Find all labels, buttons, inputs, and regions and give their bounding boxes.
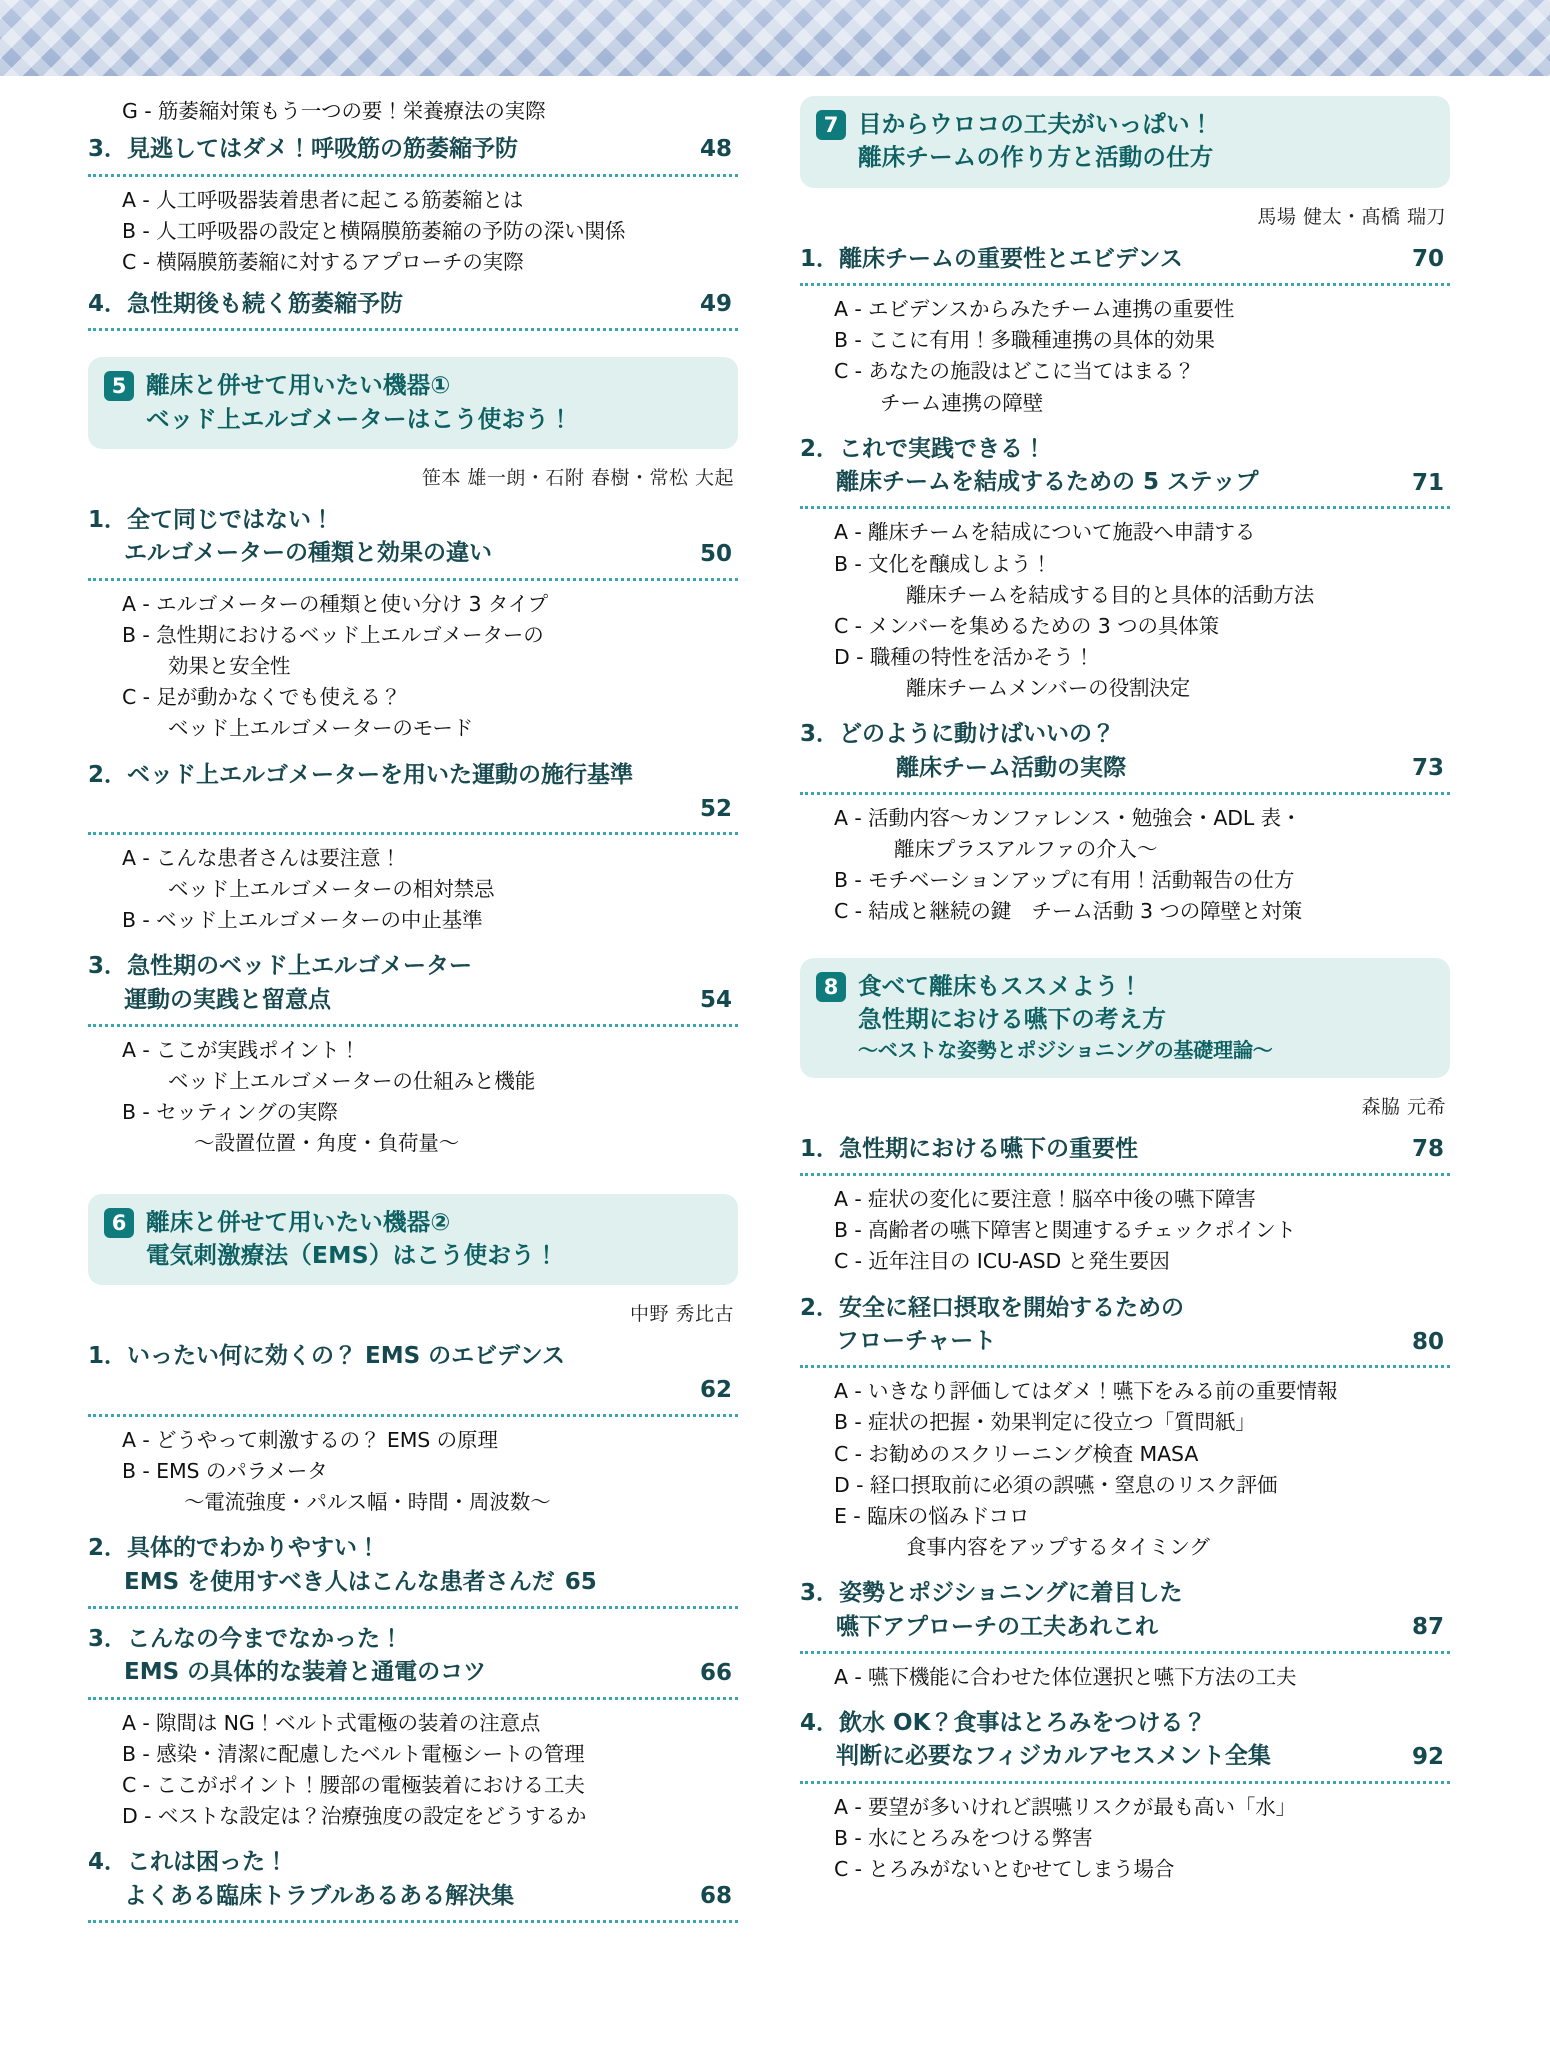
list-item-group [800,1184,1450,1277]
page-number: 68 [699,1883,732,1910]
chapter-title [800,243,1450,276]
divider [800,1651,1450,1654]
list-item-continuation: 〜設置位置・角度・負荷量〜 [194,1131,460,1156]
section-title-line-2: ベッド上エルゴメーターはこう使おう！ [146,404,573,433]
list-item-group [800,1662,1450,1693]
chapter-entry[interactable] [800,718,1450,927]
list-item-text: B - 感染・清潔に配慮したベルト電極シートの管理 [122,1741,585,1766]
page-number: 52 [699,795,732,822]
list-item-text: C - メンバーを集めるための 3 つの具体策 [834,613,1220,638]
divider [800,283,1450,286]
list-item-continuation: ベッド上エルゴメーターのモード [168,716,474,741]
list-item-group [88,1425,738,1518]
chapter-title [88,288,738,321]
chapter-title-line: 4．急性期後も続く筋萎縮予防 [88,290,404,317]
chapter-entry[interactable] [88,1623,738,1832]
chapter-title-line: 4．これは困った！ [88,1849,289,1876]
section-title-line-1: 離床と併せて用いたい機器② [146,1207,451,1236]
list-item-text: C - 結成と継続の鍵 チーム活動 3 つの障壁と対策 [834,899,1303,924]
divider [800,792,1450,795]
list-item-text: D - ベストな設定は？治療強度の設定をどうするか [122,1804,587,1828]
chapter-title [800,1292,1450,1359]
section-banner-8[interactable] [800,958,1450,1078]
list-item-text: B - 高齢者の嚥下障害と関連するチェックポイント [834,1218,1296,1243]
list-item-text: C - とろみがないとむせてしまう場合 [834,1857,1175,1882]
list-item-text: B - セッティングの実際 [122,1100,338,1125]
chapter-title-line: 離床チームを結成するための 5 ステップ [836,469,1259,496]
list-item [834,1246,1450,1277]
section-number: 7 [816,110,846,140]
chapter-entry[interactable] [88,504,738,744]
chapter-title-line: 1．離床チームの重要性とエビデンス [800,245,1183,272]
page-number: 92 [1411,1744,1444,1771]
list-item-text: C - 足が動かなくでも使える？ [122,685,402,710]
toc-column-left [88,96,738,1931]
chapter-title [88,1623,738,1690]
divider [800,1781,1450,1784]
list-item: C - 横隔膜筋萎縮に対するアプローチの実際 [122,249,524,274]
list-item [834,1407,1450,1438]
chapter-title-line: 3．どのように動けばいいの？ [800,721,1116,748]
list-item [122,1456,738,1518]
list-item [834,803,1450,865]
chapter-title-line: EMS の具体的な装着と通電のコツ [124,1659,487,1686]
list-item [834,1184,1450,1215]
list-item [834,1823,1450,1854]
divider [88,1024,738,1027]
list-item-continuation: ベッド上エルゴメーターの相対禁忌 [168,877,495,901]
list-item-text: A - 嚥下機能に合わせた体位選択と嚥下方法の工夫 [834,1664,1297,1689]
chapter-title-line: 1．全て同じではない！ [88,507,335,534]
list-item-text: A - どうやって刺激するの？ EMS の原理 [122,1427,498,1452]
section-number: 8 [816,972,846,1002]
list-item [122,620,738,682]
section-authors: 笹本 雄一朗・石附 春樹・常松 大起 [421,467,734,490]
section-title [146,369,573,436]
toc-page [0,96,1550,2060]
list-item-text: A - エビデンスからみたチーム連携の重要性 [834,297,1235,322]
list-item [834,865,1450,896]
chapter-title [800,433,1450,500]
list-item-text: A - こんな患者さんは要注意！ [122,845,401,870]
chapter-title-line: 3．急性期のベッド上エルゴメーター [88,953,473,980]
list-item-group [88,1035,738,1160]
section-subtitle: 〜ベストな姿勢とポジショニングの基礎理論〜 [858,1038,1273,1063]
list-item-continuation: 〜電流強度・パルス幅・時間・周波数〜 [184,1490,551,1514]
section-title-line-2: 電気刺激療法（EMS）はこう使おう！ [146,1240,559,1269]
page-number: 50 [699,541,732,568]
chapter-title-line: 3．見逃してはダメ！呼吸筋の筋萎縮予防 [88,136,519,163]
list-item [834,325,1450,356]
chapter-title [800,718,1450,785]
section-title [146,1206,558,1273]
list-item-text: A - 隙間は NG！ベルト式電極の装着の注意点 [122,1710,541,1735]
divider [88,578,738,581]
list-item-group [88,1708,738,1833]
chapter-title-line: 4．飲水 OK？食事はとろみをつける？ [800,1710,1207,1737]
chapter-title [88,1532,738,1599]
section-authors: 中野 秀比古 [629,1303,734,1326]
list-item-text: A - 症状の変化に要注意！脳卒中後の嚥下障害 [834,1187,1256,1212]
list-item-group [88,96,738,127]
chapter-title [88,950,738,1017]
list-item-text: D - 経口摂取前に必須の誤嚥・窒息のリスク評価 [834,1472,1278,1497]
chapter-title [88,1846,738,1913]
chapter-entry[interactable] [88,1340,738,1518]
list-item-continuation: チーム連携の障壁 [880,390,1044,415]
list-item [834,294,1450,325]
chapter-title-line: 嚥下アプローチの工夫あれこれ [836,1613,1158,1640]
chapter-title-line: 2．具体的でわかりやすい！ [88,1535,381,1562]
chapter-title-line: 2．安全に経口摂取を開始するための [800,1294,1185,1321]
chapter-title-line: 1．急性期における嚥下の重要性 [800,1135,1139,1162]
list-item [122,843,738,905]
page-number: 49 [699,290,732,317]
chapter-title-line: 離床チーム活動の実際 [896,754,1126,781]
chapter-entry[interactable] [800,243,1450,419]
section-title-line-2: 離床チームの作り方と活動の仕方 [858,143,1214,172]
decorative-top-band [0,0,1550,76]
list-item [834,1439,1450,1470]
list-item [834,356,1450,418]
list-item [122,1708,738,1739]
chapter-entry[interactable] [800,1292,1450,1564]
list-item [834,1376,1450,1407]
section-number: 5 [104,371,134,401]
list-item [834,517,1450,548]
chapter-title-line: 運動の実践と留意点 [124,986,331,1013]
divider [800,1173,1450,1176]
divider [88,1697,738,1700]
list-item [122,905,738,936]
list-item-continuation: 離床プラスアルファの介入〜 [894,837,1158,862]
list-item-text: C - お勧めのスクリーニング検査 MASA [834,1441,1199,1466]
list-item-continuation: 効果と安全性 [168,654,291,679]
chapter-title-text: EMS を使用すべき人はこんな患者さんだ [124,1568,555,1595]
divider [88,174,738,177]
divider [88,1414,738,1417]
chapter-title-line: エルゴメーターの種類と効果の違い [124,540,492,567]
page-number: 70 [1411,245,1444,272]
list-item-continuation: 食事内容をアップするタイミング [906,1535,1210,1560]
list-item [834,1854,1450,1885]
list-item [834,1470,1450,1501]
chapter-entry[interactable] [800,433,1450,705]
list-item [834,896,1450,927]
chapter-entry[interactable] [800,1133,1450,1278]
list-item [122,589,738,620]
list-item-text: A - エルゴメーターの種類と使い分け 3 タイプ [122,591,549,616]
list-item [834,1215,1450,1246]
list-item [834,1792,1450,1823]
chapter-title-line: よくある臨床トラブルあるある解決集 [124,1882,515,1909]
section-title-line-1: 食べて離床もススメよう！ [858,971,1143,1000]
list-item-text: A - 要望が多いけれど誤嚥リスクが最も高い「水」 [834,1794,1297,1819]
section-title [858,970,1273,1065]
list-item [122,1035,738,1097]
chapter-entry[interactable] [88,1846,738,1923]
list-item-text: B - ベッド上エルゴメーターの中止基準 [122,908,483,933]
section-number: 6 [104,1208,134,1238]
list-item [834,1662,1450,1693]
list-item-continuation: 離床チームメンバーの役割決定 [906,676,1191,701]
page-number: 78 [1411,1135,1444,1162]
list-item-group [800,803,1450,928]
list-item [834,611,1450,642]
chapter-title-line: 1．いったい何に効くの？ EMS のエビデンス [88,1343,566,1370]
section-title-line-2: 急性期における嚥下の考え方 [858,1004,1167,1033]
page-number: 54 [699,987,732,1014]
list-item [834,549,1450,611]
divider [800,1365,1450,1368]
list-item [122,682,738,744]
chapter-entry[interactable] [88,288,738,331]
list-item-continuation: ベッド上エルゴメーターの仕組みと機能 [168,1069,536,1094]
divider [88,832,738,835]
list-item [122,1425,738,1456]
chapter-title [88,133,738,166]
list-item-text: C - ここがポイント！腰部の電極装着における工夫 [122,1772,585,1797]
list-item [834,642,1450,704]
list-item-text: B - 急性期におけるベッド上エルゴメーターの [122,622,544,647]
list-item: B - 人工呼吸器の設定と横隔膜筋萎縮の予防の深い関係 [122,218,626,243]
page-number: 71 [1411,469,1444,496]
chapter-title [800,1133,1450,1166]
chapter-entry[interactable] [800,1707,1450,1885]
page-number: 87 [1411,1614,1444,1641]
list-item [122,1739,738,1770]
list-item-group [800,517,1450,704]
chapter-entry[interactable] [88,1532,738,1609]
chapter-title-line: 3．こんなの今までなかった！ [88,1625,404,1652]
divider [800,506,1450,509]
list-item-text: D - 職種の特性を活かそう！ [834,645,1095,669]
chapter-title-line: 3．姿勢とポジショニングに着目した [800,1580,1183,1607]
list-item [122,1770,738,1801]
list-item-text: A - 活動内容〜カンファレンス・勉強会・ADL 表・ [834,806,1302,830]
chapter-entry[interactable] [88,133,738,278]
section-banner-5[interactable] [88,357,738,449]
list-item-group [88,185,738,278]
list-item-text: A - ここが実践ポイント！ [122,1038,361,1062]
list-item-text: C - あなたの施設はどこに当てはまる？ [834,359,1195,384]
list-item-text: E - 臨床の悩みドコロ [834,1503,1030,1528]
chapter-title-line: フローチャート [836,1327,997,1354]
list-item-text: B - EMS のパラメータ [122,1458,328,1483]
list-item [122,1801,738,1832]
list-item [834,1501,1450,1563]
chapter-entry[interactable] [88,950,738,1159]
divider [88,328,738,331]
section-title-line-1: 目からウロコの工夫がいっぱい！ [858,110,1214,138]
section-authors: 森脇 元希 [1361,1095,1446,1118]
list-item-group [800,294,1450,419]
chapter-entry[interactable] [88,759,738,937]
list-item-text: B - 文化を醸成しよう！ [834,551,1052,576]
page-number: 66 [699,1659,732,1686]
list-item-text: C - 近年注目の ICU-ASD と発生要因 [834,1249,1170,1274]
section-title [858,108,1214,175]
section-banner-7[interactable] [800,96,1450,188]
list-item-text: A - いきなり評価してはダメ！嚥下をみる前の重要情報 [834,1379,1338,1404]
page-number: 48 [699,136,732,163]
section-authors: 馬場 健太・髙橋 瑞刀 [1257,205,1446,228]
list-item-group [88,843,738,936]
list-item-text: B - ここに有用！多職種連携の具体的効果 [834,328,1215,353]
list-item-text: B - 症状の把握・効果判定に役立つ「質問紙」 [834,1410,1256,1435]
chapter-title-line: 2．これで実践できる！ [800,435,1047,462]
list-item-group [88,589,738,745]
section-title-line-1: 離床と併せて用いたい機器① [146,371,451,400]
list-item-text: B - 水にとろみをつける弊害 [834,1825,1093,1850]
chapter-title [88,504,738,571]
chapter-title [88,1340,738,1404]
section-banner-6[interactable] [88,1194,738,1286]
list-item: G - 筋萎縮対策もう一つの要！栄養療法の実際 [122,99,546,123]
chapter-title-line: 判断に必要なフィジカルアセスメント全集 [836,1743,1271,1770]
list-item-text: B - モチベーションアップに有用！活動報告の仕方 [834,868,1295,893]
page-number: 80 [1411,1328,1444,1355]
page-number: 62 [699,1377,732,1404]
chapter-title [88,759,738,822]
divider [88,1606,738,1609]
chapter-entry[interactable] [800,1577,1450,1693]
list-item-group [800,1792,1450,1885]
divider [88,1920,738,1923]
list-item-continuation: 離床チームを結成する目的と具体的活動方法 [906,582,1314,607]
list-item-text: A - 離床チームを結成について施設へ申請する [834,520,1256,545]
page-number: 73 [1411,755,1444,782]
chapter-title [800,1707,1450,1774]
list-item: A - 人工呼吸器装着患者に起こる筋萎縮とは [122,187,524,212]
chapter-title [800,1577,1450,1644]
list-item [122,1097,738,1159]
toc-column-right [800,96,1450,1891]
chapter-title-line: 2．ベッド上エルゴメーターを用いた運動の施行基準 [88,761,634,788]
page-number: 65 [564,1568,597,1595]
list-item-group [800,1376,1450,1563]
chapter-title-line [88,1566,738,1599]
